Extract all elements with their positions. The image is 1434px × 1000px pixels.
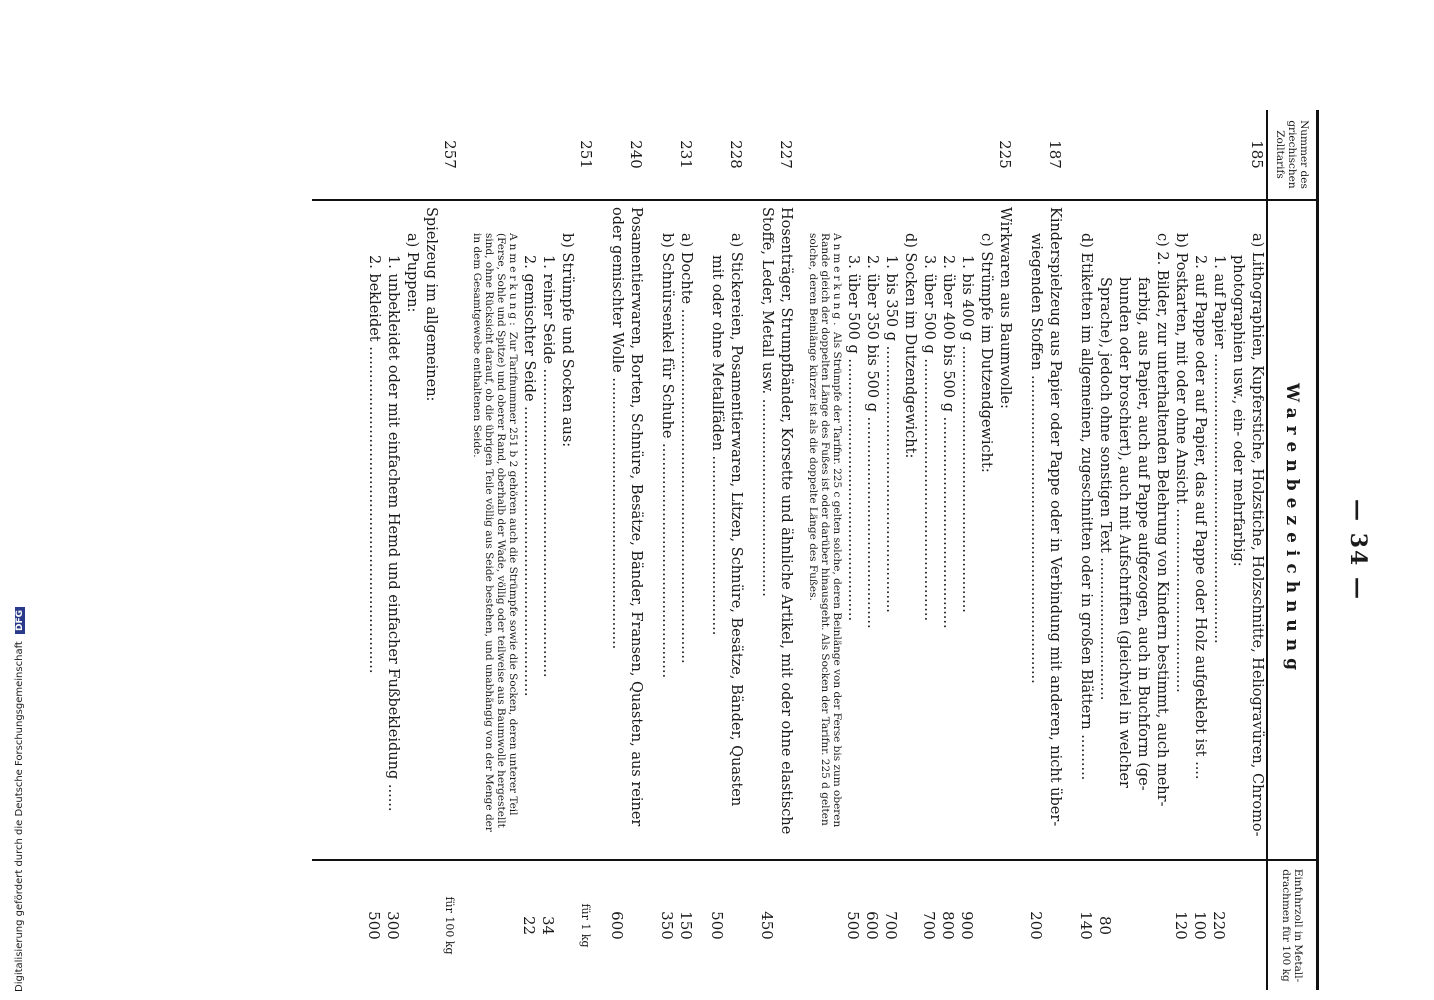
description-line: b) Schnürsenkel für Schuhe ...................................................	[659, 233, 675, 679]
duty-value	[402, 867, 421, 984]
goods-description	[1014, 200, 1064, 860]
row-gap	[645, 207, 657, 853]
description-line: farbig, aus Papier, auch auf Pappe aufgezogen, auch in Buchform (ge-	[1135, 277, 1151, 791]
description-line: a) Puppen:	[404, 233, 420, 313]
row-gap	[695, 207, 707, 853]
description-line: d) Etiketten im allgemeinen, zugeschnitten oder in großen Blättern ..........	[1078, 233, 1094, 781]
tariff-number-text: 185	[1248, 140, 1266, 169]
tariff-number	[695, 110, 745, 200]
table-row	[312, 110, 459, 990]
duty-column	[312, 860, 459, 990]
table-row	[459, 110, 595, 990]
annotation-text: Zur Tarifnummer 251 b 2 gehören auch die Strümpfe sowie die Socken, deren unterer Teil (Ferse, Sohle und Spitze) und oberer Rand, oberhalb der Wade, völlig oder teilweise aus Baumwolle hergestellt sind, ohne Rücksicht darauf, ob die übrigen Teile völlig aus Seide bestehen, und unabhängig von der Menge der in dem Gesamtgewebe enthaltenen Seide.	[471, 233, 519, 832]
description-line: Kinderspielzeug aus Papier oder Pappe oder in Verbindung mit anderen, nicht über-	[1047, 207, 1063, 827]
duty-value	[726, 867, 745, 984]
duty-value	[1114, 867, 1133, 984]
description-line: c) 2. Bilder, zur unterhaltenden Belehrung von Kindern bestimmt, auch mehr-	[1154, 233, 1170, 807]
description-line: 2. gemischter Seide ...............................................................	[521, 255, 537, 697]
dfg-logo: DFG	[15, 607, 25, 634]
row-gap	[352, 207, 364, 853]
row-gap	[595, 207, 607, 853]
tariff-body	[312, 110, 1267, 990]
description-line: 2. bekleidet .......................................................................	[366, 255, 382, 674]
duty-value	[1133, 867, 1152, 984]
duty-value	[900, 867, 919, 984]
tariff-number	[312, 110, 459, 200]
row-gap	[1064, 207, 1076, 853]
description-line: 1. auf Papier ...............................................................	[1211, 255, 1227, 644]
duty-value	[776, 867, 795, 984]
description-line: bunden oder broschiert), auch mit Aufschriften (gleichviel in welcher	[1116, 277, 1132, 788]
page-number: — 34 —	[1345, 499, 1371, 601]
table-row	[795, 110, 1014, 990]
description-line: 1. reiner Seide ...................................................................	[540, 255, 556, 678]
annotation-note	[471, 207, 519, 853]
description-line: 2. auf Pappe oder auf Papier, das auf Pappe oder Holz aufgeklebt ist ....	[1192, 255, 1208, 780]
tariff-number-text: 187	[1046, 140, 1064, 169]
duty-value: 700	[920, 911, 938, 940]
description-line: d) Socken im Dutzendgewicht:	[902, 233, 918, 459]
duty-value: 22	[520, 915, 538, 936]
duty-value: 700	[882, 911, 900, 940]
duty-value	[557, 867, 576, 984]
duty-column	[645, 860, 695, 990]
tariff-number	[1064, 110, 1267, 200]
description-line: 3. über 500 g .........................................................	[921, 255, 937, 622]
description-line: 2. über 350 bis 500 g ..............................................	[864, 255, 880, 629]
duty-value	[1228, 867, 1247, 984]
duty-column	[595, 860, 645, 990]
annotation-label: Anmerkung.	[831, 233, 843, 329]
tariff-number	[1014, 110, 1064, 200]
table-row	[595, 110, 645, 990]
description-line: 1. unbekleidet oder mit einfachem Hemd und einfacher Fußbekleidung ......	[385, 255, 401, 812]
tariff-number-text: 228	[727, 140, 745, 169]
duty-value	[421, 867, 440, 984]
duty-value: 450	[758, 911, 776, 940]
table-row	[645, 110, 695, 990]
duty-unit: für 1 kg	[579, 903, 592, 948]
description-line: photographien usw., ein- oder mehrfarbig:	[1230, 255, 1246, 567]
duty-value	[626, 867, 645, 984]
description-line: Stoffe, Leder, Metall usw. ...........................................	[759, 207, 775, 597]
tariff-number	[745, 110, 795, 200]
duty-column	[1014, 860, 1064, 990]
duty-value: 120	[1172, 911, 1190, 940]
duty-value	[1045, 867, 1064, 984]
duty-value: 600	[863, 911, 881, 940]
description-line: Sprache), jedoch ohne sonstigen Text ...............................	[1097, 277, 1113, 701]
annotation-text: Als Strümpfe der Tarifnr. 225 c gelten solche, deren Beinlänge von der Ferse bis zum oberen Rande gleich der doppelten Länge des Fußes ist oder darüber hinausgeht. Als Socken der Tarifnr. 225 d gelten solche, deren Beinlänge kürzer ist als die doppelte Länge des Fußes.	[807, 233, 843, 828]
tariff-number	[795, 110, 1014, 200]
description-line: a) Lithographien, Kupferstiche, Holzstiche, Holzschnitte, Heliogravüren, Chromo-	[1249, 233, 1265, 837]
duty-value: 140	[1077, 911, 1095, 940]
goods-description	[795, 200, 1014, 860]
tariff-number	[645, 110, 695, 200]
digitization-credit	[14, 607, 25, 992]
duty-value: 300	[384, 911, 402, 940]
description-line: Posamentierwaren, Borten, Schnüre, Besätze, Bänder, Fransen, Quasten, aus reiner	[628, 207, 644, 827]
annotation-note	[807, 207, 843, 853]
tariff-number-text: 251	[577, 140, 595, 169]
description-line: mit oder ohne Metallfäden .......................................	[709, 255, 725, 636]
tariff-table	[312, 110, 1319, 990]
duty-value: 150	[677, 911, 695, 940]
row-gap	[745, 207, 757, 853]
table-row	[1014, 110, 1064, 990]
duty-value: 34	[539, 915, 557, 936]
header-number: Nummer des griechischen Zolltarifs	[1267, 110, 1318, 200]
duty-column	[1064, 860, 1267, 990]
row-gap	[1014, 207, 1026, 853]
row-gap	[795, 207, 807, 853]
annotation-label: Anmerkung:	[507, 233, 519, 329]
duty-value: 800	[939, 911, 957, 940]
tariff-number-text: 257	[441, 140, 459, 169]
goods-description	[745, 200, 795, 860]
description-line: Spielzeug im allgemeinen:	[423, 207, 439, 402]
table-row	[1064, 110, 1267, 990]
goods-description	[695, 200, 745, 860]
header-duty: Einfuhrzoll in Metall-drachmen für 100 kg	[1267, 860, 1318, 990]
description-line: 3. über 500 g .........................................................	[845, 255, 861, 622]
duty-column	[459, 860, 595, 990]
duty-value: 500	[708, 911, 726, 940]
duty-value: 350	[658, 911, 676, 940]
description-line: oder gemischter Wolle ...........................................................	[609, 207, 625, 650]
header-description: Warenbezeichnung	[1267, 200, 1318, 860]
goods-description	[459, 200, 595, 860]
tariff-number-text: 231	[677, 140, 695, 169]
table-row	[695, 110, 745, 990]
description-line: b) Postkarten, mit oder ohne Ansicht ........................................	[1173, 233, 1189, 693]
tariff-number-text: 225	[996, 140, 1014, 169]
duty-spacer	[576, 207, 595, 853]
duty-value: 900	[958, 911, 976, 940]
table-header-row	[1267, 110, 1318, 990]
duty-unit: für 100 kg	[443, 896, 456, 955]
duty-column	[695, 860, 745, 990]
description-line: 2. über 400 bis 500 g ..............................................	[940, 255, 956, 629]
duty-column	[745, 860, 795, 990]
goods-description	[1064, 200, 1267, 860]
description-line: b) Strümpfe und Socken aus:	[559, 233, 575, 448]
description-line: a) Stickereien, Posamentierwaren, Litzen, Schnüre, Besätze, Bänder, Quasten	[728, 233, 744, 807]
duty-value	[995, 867, 1014, 984]
table-row	[745, 110, 795, 990]
description-line: Hosenträger, Strumpfbänder, Korsette und ähnliche Artikel, mit oder ohne elastische	[778, 207, 794, 835]
description-line: 1. bis 400 g ..........................................................	[959, 255, 975, 613]
duty-value: 220	[1210, 911, 1228, 940]
duty-value	[976, 867, 995, 984]
description-line: Wirkwaren aus Baumwolle:	[997, 207, 1013, 409]
description-line: 1. bis 350 g ..........................................................	[883, 255, 899, 613]
goods-description	[595, 200, 645, 860]
duty-value: 80	[1096, 915, 1114, 936]
duty-value: 500	[365, 911, 383, 940]
description-line: a) Dochte .............................................................................	[678, 233, 694, 664]
description-line: c) Strümpfe im Dutzendgewicht:	[978, 233, 994, 473]
duty-value	[1247, 867, 1266, 984]
rotated-page	[79, 110, 1371, 990]
tariff-number-text: 227	[777, 140, 795, 169]
goods-description	[645, 200, 695, 860]
credit-text: Digitalisierung gefördert durch die Deutsche Forschungsgemeinschaft	[14, 641, 25, 992]
goods-description	[312, 200, 459, 860]
row-gap	[459, 207, 471, 853]
duty-value: 100	[1191, 911, 1209, 940]
duty-value: 200	[1027, 911, 1045, 940]
tariff-number	[595, 110, 645, 200]
duty-column	[795, 860, 1014, 990]
duty-value: 500	[844, 911, 862, 940]
description-line: wiegenden Stoffen ...................................................................	[1028, 233, 1044, 684]
tariff-number-text: 240	[627, 140, 645, 169]
duty-spacer	[440, 207, 459, 853]
duty-value: 600	[608, 911, 626, 940]
duty-value	[1152, 867, 1171, 984]
tariff-number	[459, 110, 595, 200]
